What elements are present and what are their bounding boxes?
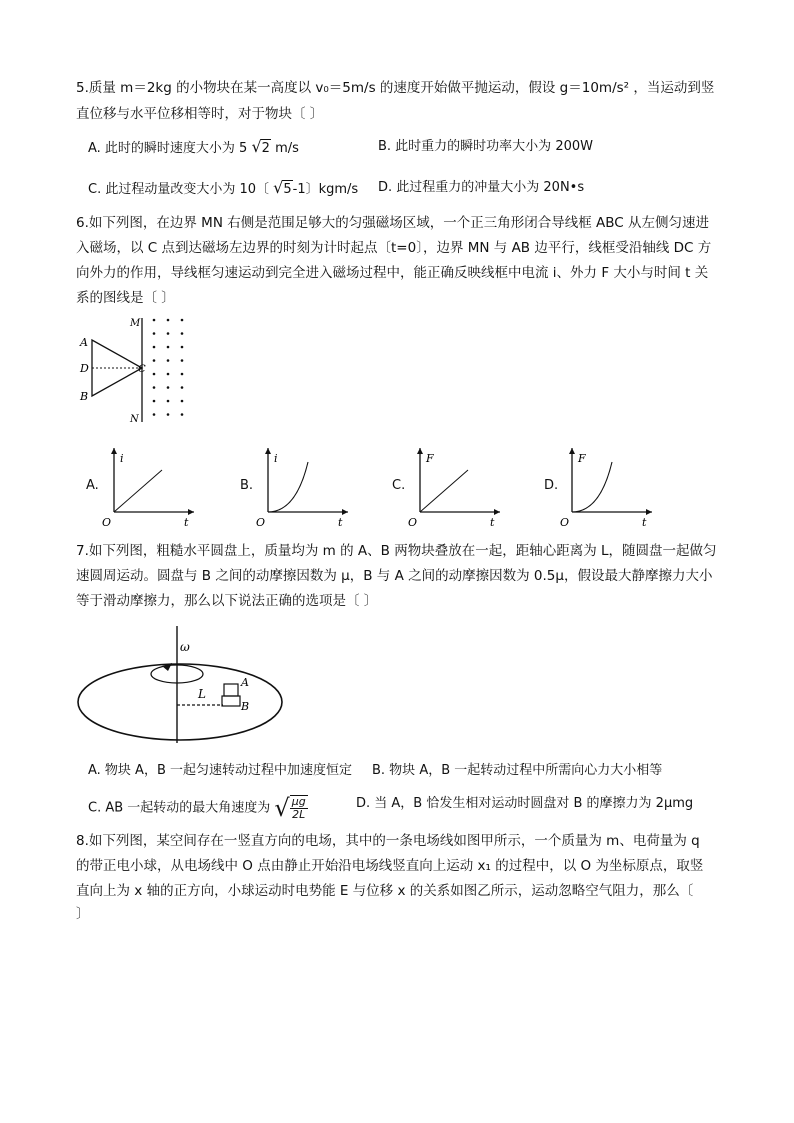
q7-line3: 等于滑动摩擦力，那么以下说法正确的选项是〔 〕 — [76, 593, 378, 609]
field-dot — [181, 332, 184, 335]
quadratic-curve — [268, 462, 308, 512]
field-dot — [167, 332, 170, 335]
label-b: B — [80, 390, 89, 403]
field-dot — [167, 319, 170, 322]
x-axis-label: t — [338, 516, 343, 529]
label-c: C — [138, 364, 146, 375]
field-dot — [153, 319, 156, 322]
q7-line1: 7.如下列图，粗糙水平圆盘上，质量均为 m 的 A、B 两物块叠放在一起，距轴心距离为 L，随圆盘一起做匀 — [76, 543, 717, 559]
q6-line2: 入磁场，以 C 点到达磁场左边界的时刻为计时起点〔t=0〕，边界 MN 与 AB 边平行，线框受沿轴线 DC 方 — [76, 240, 712, 256]
field-dot — [181, 346, 184, 349]
q5-line1: 5.质量 m＝2kg 的小物块在某一高度以 v₀＝5m/s 的速度开始做平抛运动，假设 g＝10m/s² ，当运动到竖 — [76, 80, 715, 96]
linear-curve — [420, 470, 468, 512]
x-axis-arrow-icon — [646, 509, 652, 515]
field-dot — [153, 413, 156, 416]
q5-option-a-radicand: 2 — [261, 141, 270, 156]
q8-line1: 8.如下列图，某空间存在一竖直方向的电场，其中的一条电场线如图甲所示，一个质量为 m、电荷量为 q — [76, 833, 700, 849]
q5-option-b[interactable]: B. 此时重力的瞬时功率大小为 200W — [378, 139, 593, 154]
field-dot — [181, 373, 184, 376]
quadratic-curve — [572, 462, 612, 512]
x-axis-arrow-icon — [188, 509, 194, 515]
y-axis-arrow-icon — [417, 448, 423, 454]
y-axis-arrow-icon — [265, 448, 271, 454]
q6-graph-option-label[interactable]: C. — [392, 478, 406, 493]
q5-option-c-text: C. 此过程动量改变大小为 10〔 — [88, 182, 274, 197]
y-axis-label: F — [426, 452, 434, 465]
y-axis-arrow-icon — [569, 448, 575, 454]
field-dot — [181, 386, 184, 389]
field-dot — [153, 386, 156, 389]
q7-option-c[interactable] — [88, 795, 308, 821]
q6-graph-0 — [100, 440, 200, 532]
origin-label: O — [256, 516, 266, 529]
q7-option-c-text: C. AB 一起转动的最大角速度为 — [88, 800, 275, 816]
origin-label: O — [560, 516, 570, 529]
q8-line4: 〕 — [76, 906, 90, 922]
q6-graph-2 — [406, 440, 506, 532]
fraction-numerator: μg — [291, 795, 306, 808]
q5-option-a[interactable] — [88, 138, 299, 158]
field-dot — [167, 346, 170, 349]
q5-option-c[interactable] — [88, 179, 358, 199]
q5-option-a-text: A. 此时的瞬时速度大小为 5 — [88, 141, 252, 156]
origin-label: O — [408, 516, 418, 529]
q6-graph-1 — [254, 440, 354, 532]
label-block-a: A — [241, 676, 249, 689]
q5-line2: 直位移与水平位移相等时，对于物块〔 〕 — [76, 106, 324, 122]
x-axis-label: t — [642, 516, 647, 529]
q5-option-a-unit: m/s — [270, 141, 299, 156]
q6-line4: 系的图线是〔 〕 — [76, 290, 175, 306]
field-dot — [167, 373, 170, 376]
field-dot — [153, 400, 156, 403]
q7-line2: 速圆周运动。圆盘与 B 之间的动摩擦因数为 μ，B 与 A 之间的动摩擦因数为 0.5μ，假设最大静摩擦力大小 — [76, 568, 713, 584]
field-dot — [167, 413, 170, 416]
field-dot — [153, 373, 156, 376]
q6-line1: 6.如下列图，在边界 MN 右侧是范围足够大的匀强磁场区域，一个正三角形闭合导线框 ABC 从左侧匀速进 — [76, 215, 709, 231]
q5-option-c-unit: -1〕kgm/s — [292, 182, 359, 197]
y-axis-label: F — [578, 452, 586, 465]
q8-line3: 直向上为 x 轴的正方向，小球运动时电势能 E 与位移 x 的关系如图乙所示，运动忽略空气阻力，那么〔 — [76, 883, 694, 899]
label-block-b: B — [241, 700, 250, 713]
q6-graph-3 — [558, 440, 658, 532]
q6-graph-option-label[interactable]: B. — [240, 478, 254, 493]
q5-option-d[interactable]: D. 此过程重力的冲量大小为 20N•s — [378, 180, 585, 195]
fraction-denominator: 2L — [292, 808, 306, 821]
block-a — [224, 684, 238, 696]
field-dot-grid — [153, 319, 184, 416]
y-axis-arrow-icon — [111, 448, 117, 454]
label-m: M — [130, 318, 141, 329]
field-dot — [153, 332, 156, 335]
label-d: D — [80, 362, 89, 375]
label-omega: ω — [180, 640, 190, 654]
x-axis-arrow-icon — [494, 509, 500, 515]
q8-line2: 的带正电小球，从电场线中 O 点由静止开始沿电场线竖直向上运动 x₁ 的过程中，以 O 为坐标原点，取竖 — [76, 858, 704, 874]
field-dot — [153, 346, 156, 349]
linear-curve — [114, 470, 162, 512]
sqrt-icon: √ — [274, 794, 290, 822]
x-axis-label: t — [184, 516, 189, 529]
y-axis-label: i — [120, 452, 124, 465]
disk-ellipse — [78, 664, 282, 740]
field-dot — [181, 400, 184, 403]
y-axis-label: i — [274, 452, 278, 465]
field-dot — [181, 413, 184, 416]
label-a: A — [80, 336, 88, 349]
field-dot — [167, 359, 170, 362]
field-dot — [167, 386, 170, 389]
sqrt-icon: √ — [273, 178, 284, 197]
q7-option-a[interactable]: A. 物块 A，B 一起匀速转动过程中加速度恒定 — [88, 763, 353, 778]
field-dot — [167, 400, 170, 403]
x-axis-label: t — [490, 516, 495, 529]
label-n: N — [130, 414, 139, 425]
sqrt-icon: √ — [251, 137, 262, 156]
q6-field-figure — [74, 310, 194, 428]
q7-option-b[interactable]: B. 物块 A，B 一起转动过程中所需向心力大小相等 — [372, 763, 663, 778]
field-dot — [181, 359, 184, 362]
field-dot — [153, 359, 156, 362]
q6-line3: 向外力的作用，导线框匀速运动到完全进入磁场过程中，能正确反映线框中电流 i、外力 F 大小与时间 t 关 — [76, 265, 709, 281]
field-dot — [181, 319, 184, 322]
origin-label: O — [102, 516, 112, 529]
label-l: L — [198, 687, 206, 701]
q5-option-c-radicand: 5 — [283, 182, 292, 197]
q6-graph-option-label[interactable]: D. — [544, 478, 559, 493]
q7-disk-figure — [76, 622, 286, 747]
q6-graph-option-label[interactable]: A. — [86, 478, 99, 493]
x-axis-arrow-icon — [342, 509, 348, 515]
block-b — [222, 696, 240, 706]
q7-option-c-fraction — [290, 795, 308, 821]
q7-option-d[interactable]: D. 当 A，B 恰发生相对运动时圆盘对 B 的摩擦力为 2μmg — [356, 796, 694, 811]
